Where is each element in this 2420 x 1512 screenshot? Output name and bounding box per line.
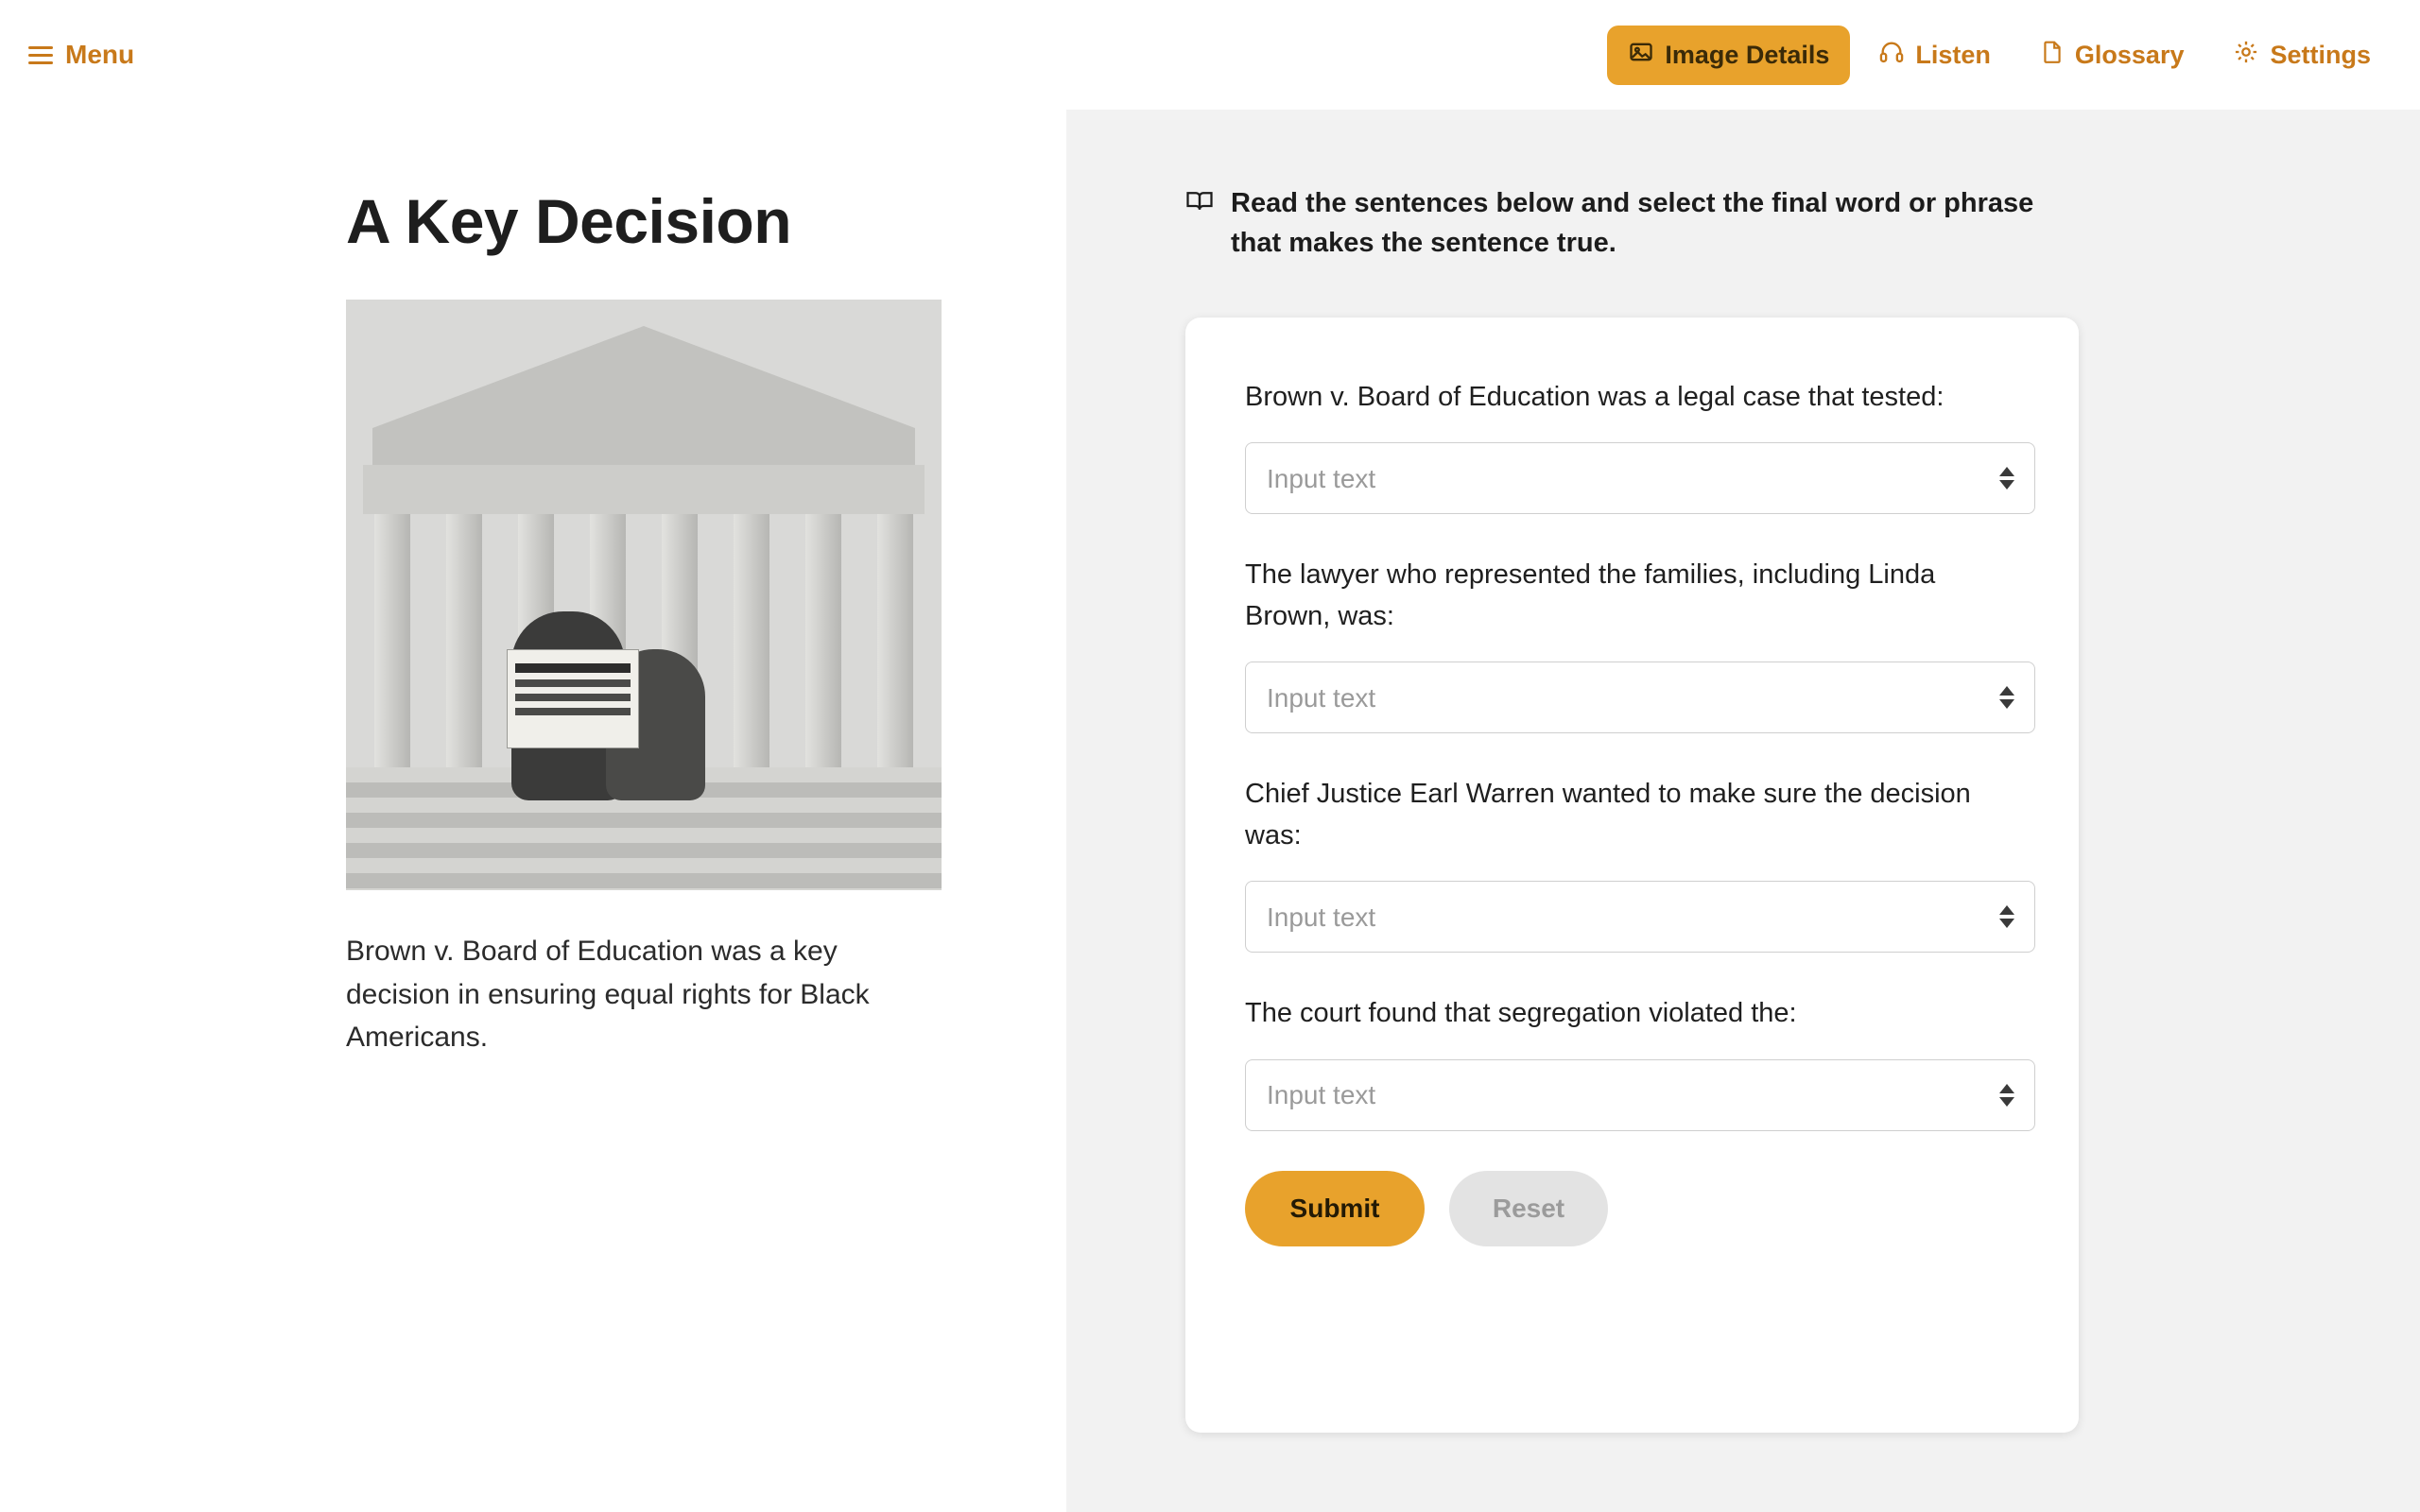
tab-image-details[interactable] — [1607, 26, 1850, 85]
question-prompt-2: The lawyer who represented the families, including Linda Brown, was: — [1245, 559, 1936, 632]
submit-button[interactable]: Submit — [1245, 1171, 1425, 1246]
question-prompt-1: Brown v. Board of Education was a legal case that tested: — [1245, 382, 1945, 413]
tab-settings-label: Settings — [2270, 40, 2371, 69]
tab-glossary-label: Glossary — [2074, 40, 2185, 69]
instruction-block — [1185, 183, 2046, 263]
tab-listen[interactable] — [1858, 26, 2012, 85]
main-content — [0, 110, 2420, 1512]
card-actions — [1245, 1171, 2019, 1246]
reset-button[interactable]: Reset — [1449, 1171, 1608, 1246]
hamburger-icon — [28, 46, 53, 64]
tab-image-details-label: Image Details — [1665, 40, 1830, 69]
page-title: A Key Decision — [346, 186, 792, 256]
instruction-text: Read the sentences below and select the final word or phrase that makes the sentence true. — [1231, 188, 2034, 259]
question-prompt-4: The court found that segregation violated the: — [1245, 998, 1797, 1029]
top-bar-actions — [1607, 26, 2392, 85]
book-icon — [1185, 183, 1214, 225]
answer-field-wrap-1 — [1245, 442, 2035, 514]
image-icon — [1628, 39, 1654, 72]
tab-settings[interactable] — [2212, 26, 2392, 85]
answer-select-1[interactable] — [1245, 442, 2035, 514]
headphones-icon — [1878, 39, 1905, 72]
tab-glossary[interactable] — [2019, 26, 2205, 85]
answer-select-3[interactable] — [1245, 881, 2035, 953]
answer-field-wrap-3 — [1245, 881, 2035, 953]
document-icon — [2040, 39, 2065, 72]
tab-listen-label: Listen — [1915, 40, 1991, 69]
answer-field-wrap-4 — [1245, 1059, 2035, 1131]
question-prompt-3: Chief Justice Earl Warren wanted to make sure the decision was: — [1245, 779, 1971, 851]
answer-select-4[interactable] — [1245, 1059, 2035, 1131]
top-bar — [0, 0, 2420, 110]
left-pane — [0, 110, 1066, 1512]
lesson-image — [346, 300, 942, 890]
question-card — [1185, 318, 2079, 1433]
image-caption: Brown v. Board of Education was a key decision in ensuring equal rights for Black Americans. — [346, 936, 870, 1054]
answer-select-2[interactable] — [1245, 662, 2035, 733]
gear-icon — [2233, 39, 2259, 72]
menu-button-label: Menu — [65, 40, 135, 69]
menu-button[interactable] — [25, 34, 138, 76]
answer-field-wrap-2 — [1245, 662, 2035, 733]
right-pane — [1066, 110, 2420, 1512]
